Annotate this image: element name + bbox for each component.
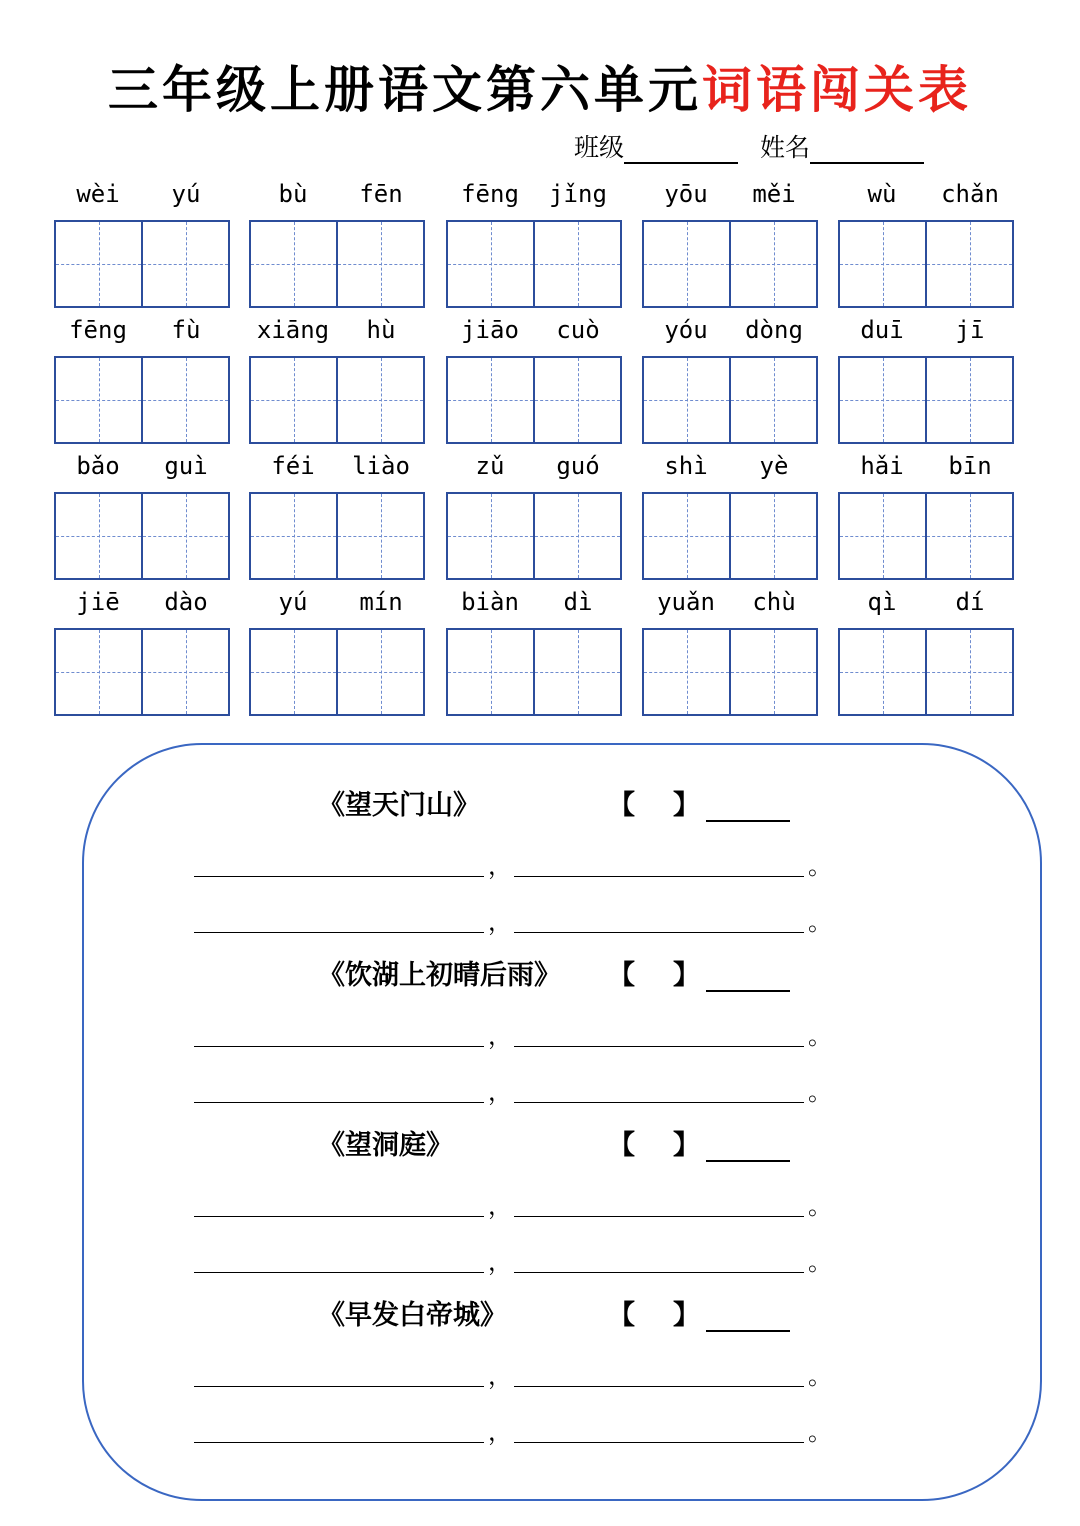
comma-mark: ， bbox=[488, 852, 512, 880]
word-item bbox=[838, 314, 1014, 444]
verse-line bbox=[194, 1073, 914, 1106]
writing-cell[interactable] bbox=[336, 494, 423, 578]
writing-box bbox=[838, 220, 1014, 308]
pinyin-label: duī bbox=[860, 316, 904, 344]
pinyin-label: biàn bbox=[461, 588, 519, 616]
pinyin-label: yú bbox=[171, 180, 201, 208]
word-item bbox=[446, 586, 622, 716]
comma-mark: ， bbox=[488, 1418, 512, 1446]
word-grid bbox=[54, 178, 1016, 722]
pinyin-label: mín bbox=[359, 588, 403, 616]
verse-blank[interactable] bbox=[194, 1102, 484, 1103]
pinyin-label: hù bbox=[366, 316, 396, 344]
writing-cell[interactable] bbox=[925, 494, 1012, 578]
writing-cell[interactable] bbox=[533, 222, 620, 306]
writing-cell[interactable] bbox=[840, 358, 925, 442]
pinyin-label: dòng bbox=[745, 316, 803, 344]
bracket-open: 【 bbox=[608, 1130, 635, 1161]
verse-line bbox=[194, 1017, 914, 1050]
pinyin-label: qì bbox=[867, 588, 897, 616]
writing-cell[interactable] bbox=[448, 358, 533, 442]
word-row bbox=[54, 314, 1016, 450]
writing-cell[interactable] bbox=[925, 358, 1012, 442]
writing-box bbox=[249, 356, 425, 444]
name-label: 姓名 bbox=[759, 133, 810, 162]
period-mark: 。 bbox=[808, 852, 832, 880]
verse-blank[interactable] bbox=[514, 1386, 804, 1387]
writing-box bbox=[249, 492, 425, 580]
writing-cell[interactable] bbox=[251, 222, 336, 306]
pinyin-label: jī bbox=[955, 316, 985, 344]
writing-box bbox=[249, 220, 425, 308]
writing-cell[interactable] bbox=[840, 630, 925, 714]
word-item bbox=[249, 314, 425, 444]
author-field[interactable] bbox=[706, 1134, 790, 1162]
name-row bbox=[574, 128, 938, 164]
pinyin-label: fēn bbox=[359, 180, 403, 208]
pinyin-label: dí bbox=[955, 588, 985, 616]
writing-cell[interactable] bbox=[448, 222, 533, 306]
word-item bbox=[249, 586, 425, 716]
word-item bbox=[54, 314, 230, 444]
period-mark: 。 bbox=[808, 1362, 832, 1390]
writing-cell[interactable] bbox=[56, 630, 141, 714]
period-mark: 。 bbox=[808, 908, 832, 936]
writing-box bbox=[642, 220, 818, 308]
bracket-open: 【 bbox=[608, 1300, 635, 1331]
verse-line bbox=[194, 1357, 914, 1390]
writing-cell[interactable] bbox=[251, 630, 336, 714]
word-item bbox=[642, 586, 818, 716]
bracket-close: 】 bbox=[673, 1130, 700, 1161]
poem-title: 《望洞庭》 bbox=[318, 1130, 453, 1161]
page-title bbox=[0, 50, 1080, 122]
author-bracket bbox=[608, 1293, 790, 1332]
verse-line bbox=[194, 1243, 914, 1276]
verse-blank[interactable] bbox=[514, 1102, 804, 1103]
writing-cell[interactable] bbox=[336, 358, 423, 442]
pinyin-label: fēng bbox=[461, 180, 519, 208]
pinyin-label: yōu bbox=[664, 180, 708, 208]
pinyin-label: měi bbox=[752, 180, 796, 208]
pinyin-label: chǎn bbox=[941, 180, 999, 208]
pinyin-label: cuò bbox=[556, 316, 600, 344]
word-item bbox=[446, 178, 622, 308]
writing-cell[interactable] bbox=[729, 358, 816, 442]
pinyin-label: shì bbox=[664, 452, 708, 480]
pinyin-label: guì bbox=[164, 452, 208, 480]
period-mark: 。 bbox=[808, 1248, 832, 1276]
pinyin-label: chù bbox=[752, 588, 796, 616]
writing-box bbox=[642, 356, 818, 444]
writing-cell[interactable] bbox=[729, 494, 816, 578]
writing-cell[interactable] bbox=[56, 494, 141, 578]
verse-blank[interactable] bbox=[194, 1216, 484, 1217]
word-item bbox=[642, 450, 818, 580]
comma-mark: ， bbox=[488, 1248, 512, 1276]
verse-blank[interactable] bbox=[194, 932, 484, 933]
verse-blank[interactable] bbox=[194, 1272, 484, 1273]
word-row bbox=[54, 178, 1016, 314]
writing-cell[interactable] bbox=[644, 222, 729, 306]
pinyin-label: dì bbox=[563, 588, 593, 616]
writing-cell[interactable] bbox=[141, 222, 228, 306]
pinyin-label: guó bbox=[556, 452, 600, 480]
word-item bbox=[642, 178, 818, 308]
pinyin-label: yè bbox=[759, 452, 789, 480]
verse-line bbox=[194, 847, 914, 880]
writing-cell[interactable] bbox=[644, 630, 729, 714]
author-field[interactable] bbox=[706, 964, 790, 992]
comma-mark: ， bbox=[488, 908, 512, 936]
writing-cell[interactable] bbox=[448, 630, 533, 714]
writing-cell[interactable] bbox=[56, 358, 141, 442]
writing-cell[interactable] bbox=[644, 358, 729, 442]
verse-line bbox=[194, 1187, 914, 1220]
writing-cell[interactable] bbox=[533, 494, 620, 578]
writing-cell[interactable] bbox=[336, 630, 423, 714]
verse-blank[interactable] bbox=[194, 876, 484, 877]
name-field[interactable] bbox=[810, 136, 924, 164]
writing-cell[interactable] bbox=[251, 358, 336, 442]
title-black: 三年级上册语文第六单元 bbox=[108, 60, 702, 119]
writing-cell[interactable] bbox=[251, 494, 336, 578]
word-item bbox=[838, 178, 1014, 308]
pinyin-label: yóu bbox=[664, 316, 708, 344]
writing-cell[interactable] bbox=[644, 494, 729, 578]
writing-cell[interactable] bbox=[925, 630, 1012, 714]
writing-cell[interactable] bbox=[533, 358, 620, 442]
comma-mark: ， bbox=[488, 1192, 512, 1220]
writing-cell[interactable] bbox=[925, 222, 1012, 306]
writing-box bbox=[54, 356, 230, 444]
writing-cell[interactable] bbox=[336, 222, 423, 306]
comma-mark: ， bbox=[488, 1078, 512, 1106]
period-mark: 。 bbox=[808, 1192, 832, 1220]
writing-box bbox=[838, 628, 1014, 716]
bracket-open: 【 bbox=[608, 790, 635, 821]
author-field[interactable] bbox=[706, 794, 790, 822]
writing-box bbox=[642, 492, 818, 580]
writing-box bbox=[54, 492, 230, 580]
pinyin-label: hǎi bbox=[860, 452, 904, 480]
pinyin-label: wèi bbox=[76, 180, 120, 208]
pinyin-label: fēng bbox=[69, 316, 127, 344]
word-row bbox=[54, 450, 1016, 586]
pinyin-label: dào bbox=[164, 588, 208, 616]
writing-box bbox=[838, 492, 1014, 580]
word-item bbox=[446, 314, 622, 444]
writing-cell[interactable] bbox=[840, 494, 925, 578]
verse-blank[interactable] bbox=[514, 932, 804, 933]
word-item bbox=[54, 586, 230, 716]
pinyin-label: xiāng bbox=[256, 316, 330, 344]
writing-cell[interactable] bbox=[141, 630, 228, 714]
writing-cell[interactable] bbox=[729, 222, 816, 306]
bracket-close: 】 bbox=[673, 1300, 700, 1331]
class-field[interactable] bbox=[624, 136, 738, 164]
word-item bbox=[838, 450, 1014, 580]
verse-blank[interactable] bbox=[514, 1272, 804, 1273]
word-item bbox=[446, 450, 622, 580]
writing-cell[interactable] bbox=[448, 494, 533, 578]
writing-box bbox=[54, 628, 230, 716]
writing-cell[interactable] bbox=[141, 494, 228, 578]
poem-panel bbox=[82, 743, 1042, 1501]
verse-blank[interactable] bbox=[514, 876, 804, 877]
pinyin-label: féi bbox=[271, 452, 315, 480]
writing-cell[interactable] bbox=[141, 358, 228, 442]
pinyin-label: jǐng bbox=[549, 180, 607, 208]
writing-box bbox=[446, 356, 622, 444]
word-row bbox=[54, 586, 1016, 722]
period-mark: 。 bbox=[808, 1078, 832, 1106]
writing-box bbox=[446, 220, 622, 308]
writing-box bbox=[249, 628, 425, 716]
class-label: 班级 bbox=[574, 133, 625, 162]
writing-cell[interactable] bbox=[840, 222, 925, 306]
word-item bbox=[249, 450, 425, 580]
writing-cell[interactable] bbox=[56, 222, 141, 306]
pinyin-label: yú bbox=[278, 588, 308, 616]
bracket-open: 【 bbox=[608, 960, 635, 991]
verse-line bbox=[194, 1413, 914, 1446]
pinyin-label: zǔ bbox=[475, 452, 505, 480]
word-item bbox=[54, 178, 230, 308]
period-mark: 。 bbox=[808, 1022, 832, 1050]
writing-box bbox=[446, 492, 622, 580]
writing-box bbox=[838, 356, 1014, 444]
author-bracket bbox=[608, 1123, 790, 1162]
pinyin-label: yuǎn bbox=[657, 588, 715, 616]
pinyin-label: wù bbox=[867, 180, 897, 208]
writing-cell[interactable] bbox=[729, 630, 816, 714]
word-item bbox=[54, 450, 230, 580]
poem-title: 《望天门山》 bbox=[318, 790, 480, 821]
pinyin-label: jiāo bbox=[461, 316, 519, 344]
verse-blank[interactable] bbox=[194, 1442, 484, 1443]
pinyin-label: jiē bbox=[76, 588, 120, 616]
author-bracket bbox=[608, 783, 790, 822]
poem-title: 《早发白帝城》 bbox=[318, 1300, 507, 1331]
comma-mark: ， bbox=[488, 1022, 512, 1050]
comma-mark: ， bbox=[488, 1362, 512, 1390]
word-item bbox=[249, 178, 425, 308]
pinyin-label: bǎo bbox=[76, 452, 120, 480]
pinyin-label: liào bbox=[352, 452, 410, 480]
period-mark: 。 bbox=[808, 1418, 832, 1446]
word-item bbox=[838, 586, 1014, 716]
verse-blank[interactable] bbox=[514, 1442, 804, 1443]
writing-cell[interactable] bbox=[533, 630, 620, 714]
title-red: 词语闯关表 bbox=[702, 60, 972, 119]
poem-title: 《饮湖上初晴后雨》 bbox=[318, 960, 561, 991]
author-bracket bbox=[608, 953, 790, 992]
verse-line bbox=[194, 903, 914, 936]
writing-box bbox=[642, 628, 818, 716]
verse-blank[interactable] bbox=[514, 1046, 804, 1047]
verse-blank[interactable] bbox=[514, 1216, 804, 1217]
pinyin-label: bù bbox=[278, 180, 308, 208]
verse-blank[interactable] bbox=[194, 1046, 484, 1047]
writing-box bbox=[54, 220, 230, 308]
bracket-close: 】 bbox=[673, 960, 700, 991]
pinyin-label: bīn bbox=[948, 452, 992, 480]
bracket-close: 】 bbox=[673, 790, 700, 821]
pinyin-label: fù bbox=[171, 316, 201, 344]
verse-blank[interactable] bbox=[194, 1386, 484, 1387]
writing-box bbox=[446, 628, 622, 716]
author-field[interactable] bbox=[706, 1304, 790, 1332]
word-item bbox=[642, 314, 818, 444]
